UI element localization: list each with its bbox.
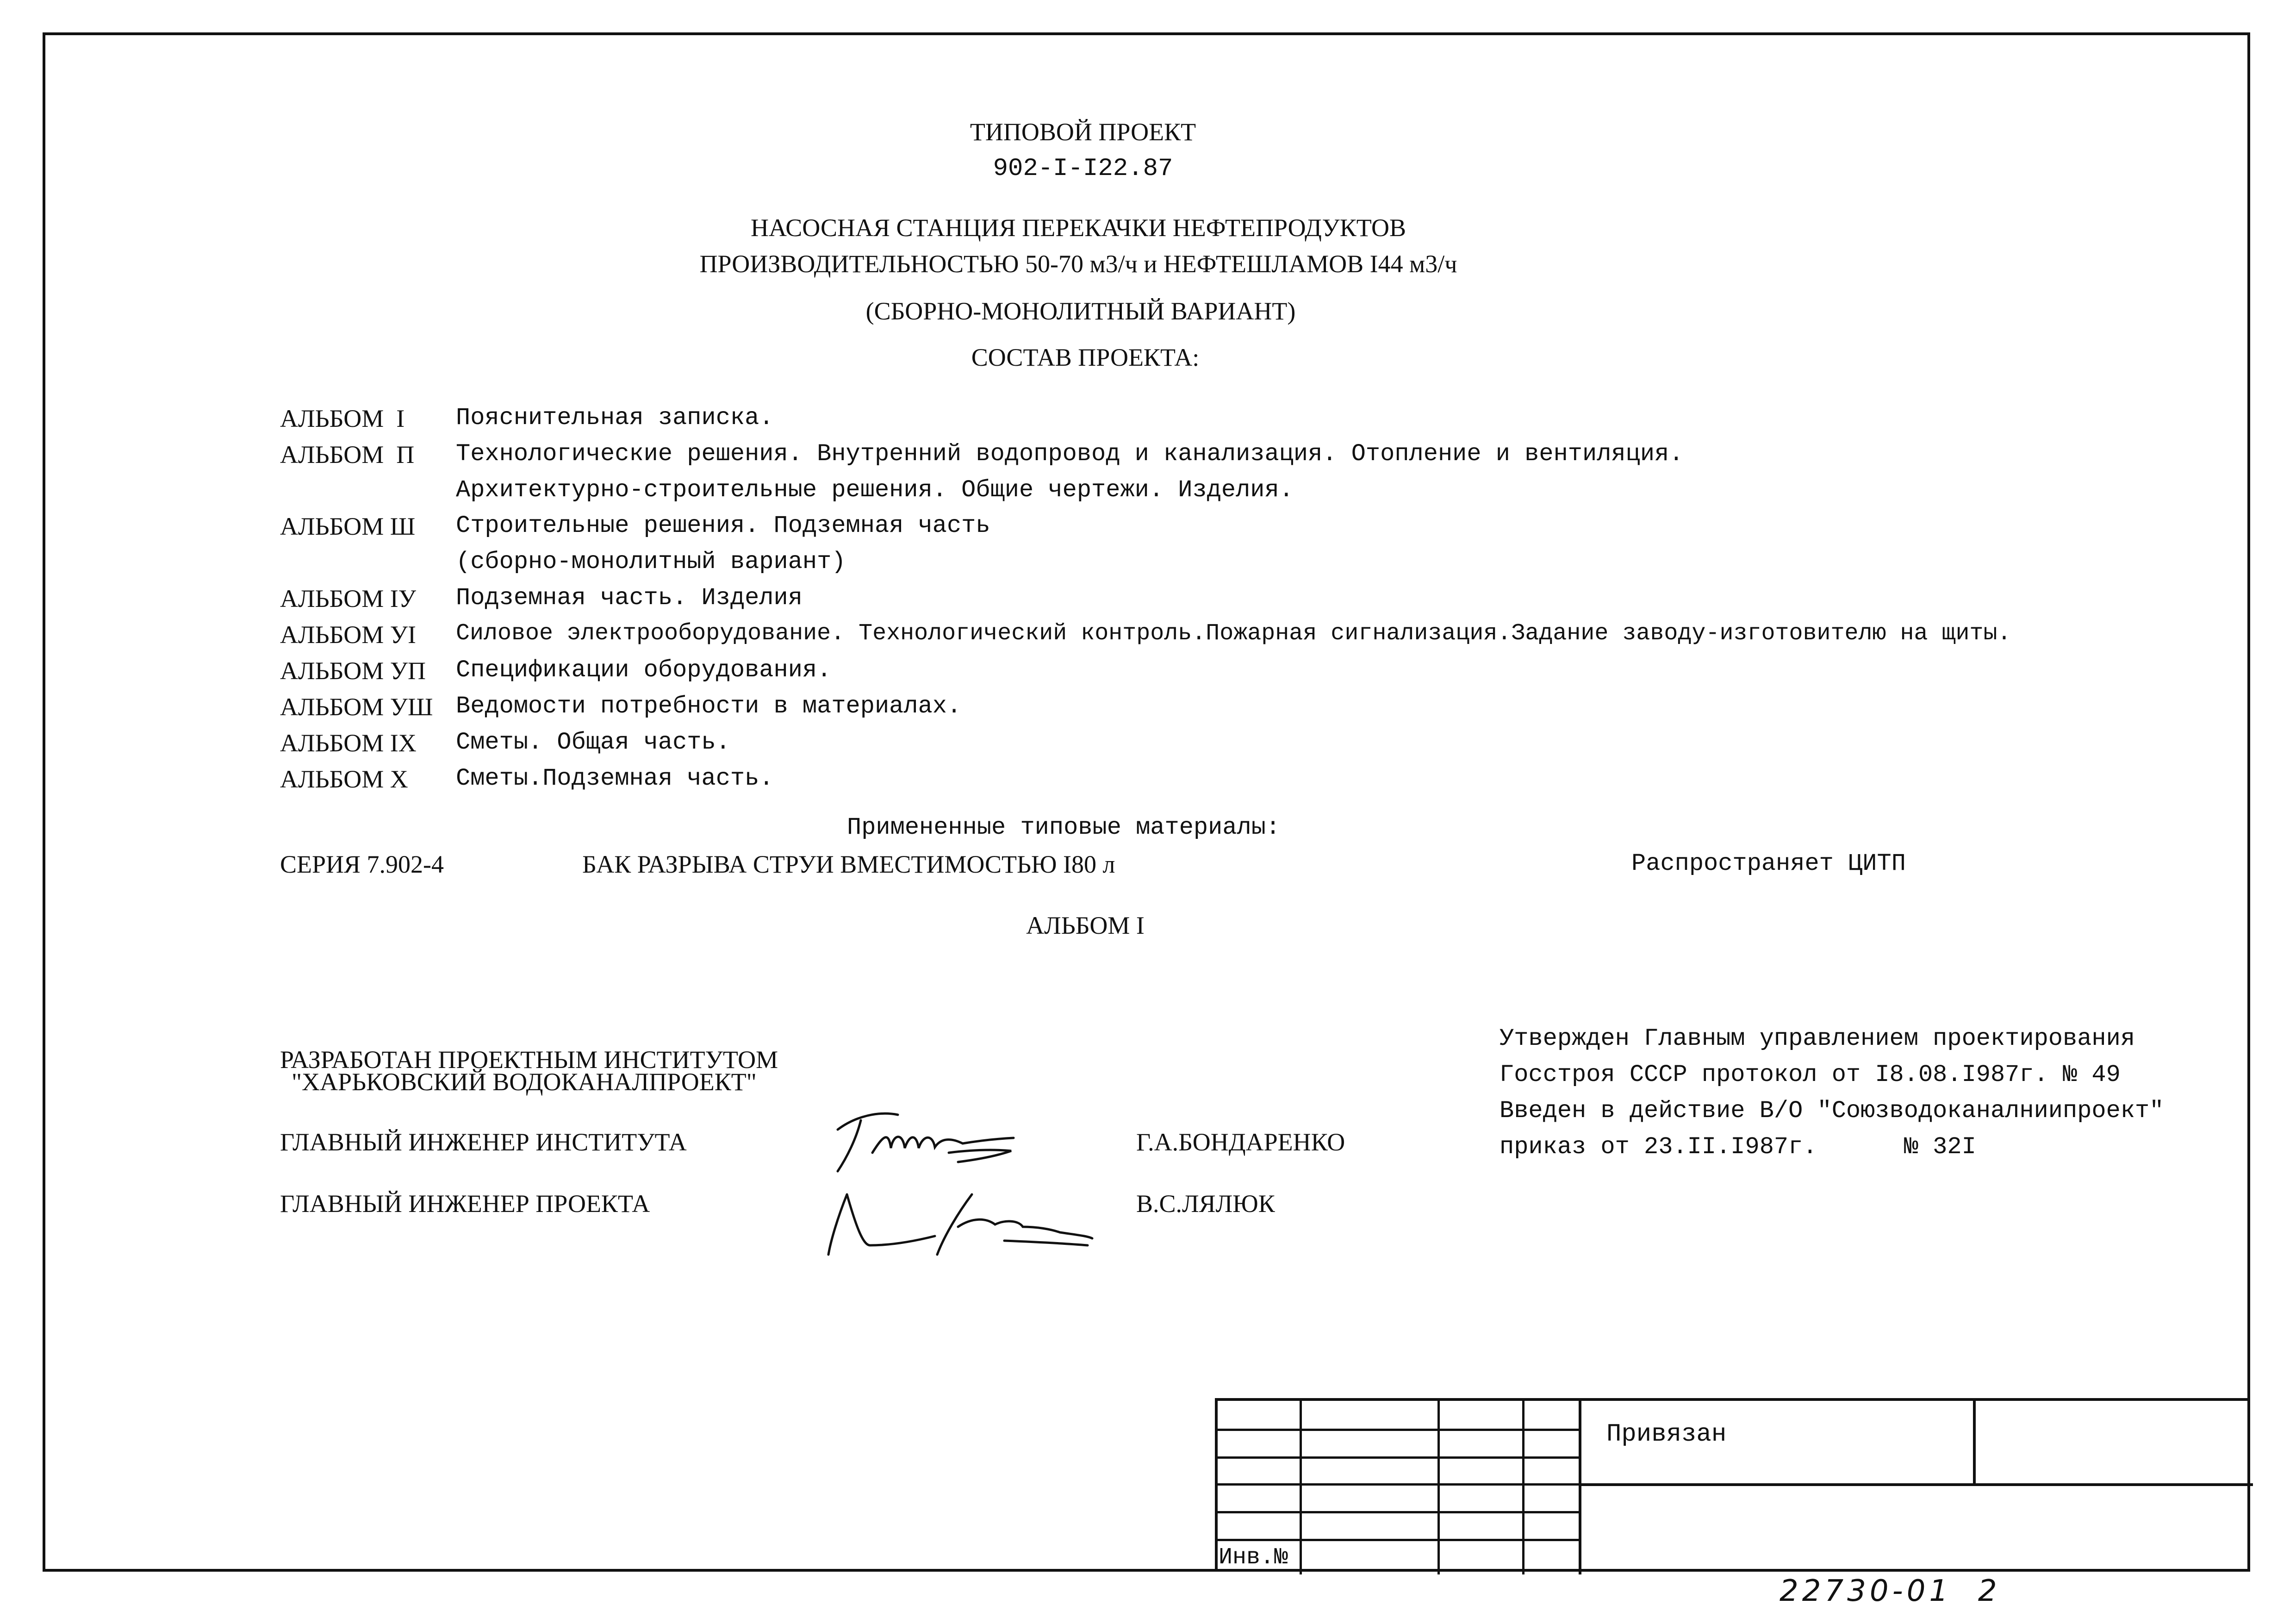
approval-line4: приказ от 23.II.I987г. № 32I xyxy=(1500,1133,1976,1161)
album-label: АЛЬБОМ I xyxy=(280,405,405,432)
title-block-stamp xyxy=(1215,1398,2250,1572)
album-description: Архитектурно-строительные решения. Общие чертежи. Изделия. xyxy=(456,476,1294,504)
album-description: (сборно-монолитный вариант) xyxy=(456,548,846,575)
album-label: АЛЬБОМ УШ xyxy=(280,693,433,721)
materials-item: БАК РАЗРЫВА СТРУИ ВМЕСТИМОСТЬЮ I80 л xyxy=(582,850,1115,878)
project-number: 902-I-I22.87 xyxy=(993,155,1173,183)
signature-lyalyuk xyxy=(819,1176,1097,1268)
album-label: АЛЬБОМ УП xyxy=(280,657,426,685)
attached-label: Привязан xyxy=(1606,1420,1727,1449)
materials-heading: Примененные типовые материалы: xyxy=(847,814,1281,841)
current-album: АЛЬБОМ I xyxy=(1026,912,1145,939)
album-label: АЛЬБОМ УI xyxy=(280,621,416,649)
project-title-line1: НАСОСНАЯ СТАНЦИЯ ПЕРЕКАЧКИ НЕФТЕПРОДУКТОВ xyxy=(750,214,1406,242)
album-description: Пояснительная записка. xyxy=(456,404,774,431)
page-number: 22730-01 2 xyxy=(1780,1574,2001,1608)
signature-bondarenko xyxy=(828,1102,1023,1181)
project-type: ТИПОВОЙ ПРОЕКТ xyxy=(970,118,1196,146)
materials-series: СЕРИЯ 7.902-4 xyxy=(280,850,444,878)
album-label: АЛЬБОМ П xyxy=(280,441,415,468)
project-title-line2: ПРОИЗВОДИТЕЛЬНОСТЬЮ 50-70 м3/ч и НЕФТЕШЛАМОВ I44 м3/ч xyxy=(699,250,1457,278)
album-description: Сметы. Общая часть. xyxy=(456,729,730,756)
approval-line2: Госстроя СССР протокол от I8.08.I987г. № 49 xyxy=(1500,1061,2121,1088)
album-description: Силовое электрооборудование. Технологический контроль.Пожарная сигнализация.Задание заводу-изготовителю на щиты. xyxy=(456,620,2011,647)
album-label: АЛЬБОМ IУ xyxy=(280,585,416,612)
album-description: Ведомости потребности в материалах. xyxy=(456,693,962,720)
developer-line2: "ХАРЬКОВСКИЙ ВОДОКАНАЛПРОЕКТ" xyxy=(292,1068,757,1096)
developer-line1: РАЗРАБОТАН ПРОЕКТНЫМ ИНСТИТУТОМ xyxy=(280,1046,778,1074)
distributor: Распространяет ЦИТП xyxy=(1631,850,1906,877)
chief-engineer-project-name: В.С.ЛЯЛЮК xyxy=(1136,1190,1275,1218)
approval-line1: Утвержден Главным управлением проектирования xyxy=(1500,1025,2135,1052)
album-description: Спецификации оборудования. xyxy=(456,656,832,684)
album-description: Строительные решения. Подземная часть xyxy=(456,512,990,539)
project-variant: (СБОРНО-МОНОЛИТНЫЙ ВАРИАНТ) xyxy=(865,297,1296,325)
inventory-number-label: Инв.№ xyxy=(1219,1544,1288,1571)
chief-engineer-project-role: ГЛАВНЫЙ ИНЖЕНЕР ПРОЕКТА xyxy=(280,1190,650,1218)
chief-engineer-institute-role: ГЛАВНЫЙ ИНЖЕНЕР ИНСТИТУТА xyxy=(280,1128,687,1156)
album-label: АЛЬБОМ X xyxy=(280,765,408,793)
album-description: Сметы.Подземная часть. xyxy=(456,765,774,792)
chief-engineer-institute-name: Г.А.БОНДАРЕНКО xyxy=(1136,1128,1345,1156)
album-label: АЛЬБОМ Ш xyxy=(280,512,416,540)
approval-line3: Введен в действие В/О "Союзводоканалниипроект" xyxy=(1500,1097,2164,1124)
composition-heading: СОСТАВ ПРОЕКТА: xyxy=(971,344,1200,371)
album-description: Подземная часть. Изделия xyxy=(456,584,803,612)
album-description: Технологические решения. Внутренний водопровод и канализация. Отопление и вентиляция. xyxy=(456,440,1684,468)
album-label: АЛЬБОМ IX xyxy=(280,729,417,757)
